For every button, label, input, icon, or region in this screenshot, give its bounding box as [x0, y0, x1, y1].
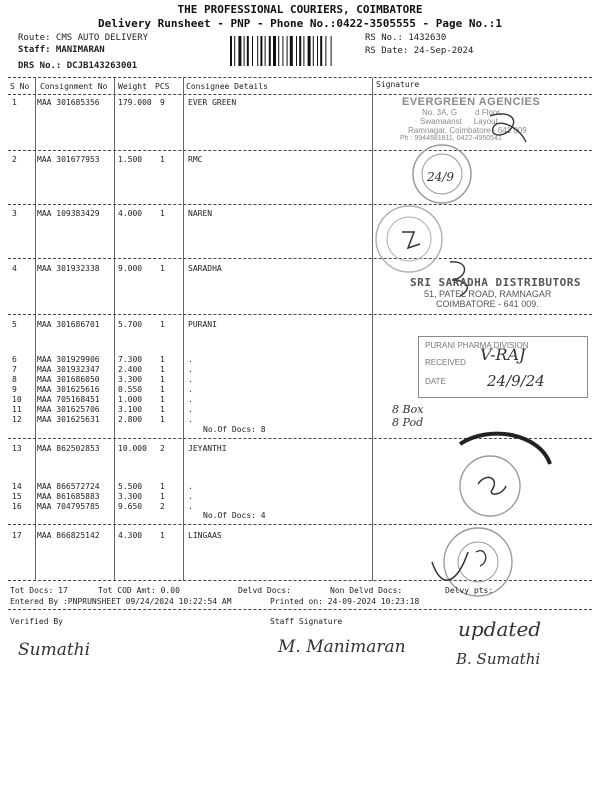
row-weight: 7.300 [118, 355, 143, 364]
row-consignee: . [188, 415, 193, 424]
row-consignment-no: MAA 301685356 [37, 98, 100, 107]
row-consignment-no: MAA 861685883 [37, 492, 100, 501]
row-sno: 6 [12, 355, 17, 364]
row-separator [8, 314, 592, 315]
row-consignee: LINGAAS [188, 531, 222, 540]
row-sno: 13 [12, 444, 22, 453]
barcode [230, 36, 358, 66]
evergreen-line2b: Layout, [473, 117, 501, 126]
row-sno: 11 [12, 405, 22, 414]
rmc-date-handwritten: 24/9 [427, 170, 454, 184]
evergreen-line3b: atore - 641 009 [472, 126, 527, 135]
evergreen-name: EVERGREEN AGENCIES [402, 96, 541, 108]
evergreen-line3: Ramnagar, Coimb [408, 126, 473, 135]
row-sno: 17 [12, 531, 22, 540]
row-sno: 8 [12, 375, 17, 384]
header-bottom-rule [8, 94, 592, 95]
purani-title: PURANI PHARMA DIVISION [425, 341, 529, 350]
col-signature: Signature [376, 80, 420, 89]
row-consignee: EVER GREEN [188, 98, 237, 107]
row-weight: 5.700 [118, 320, 143, 329]
saradha-stamp [410, 276, 581, 309]
row-pcs: 1 [160, 209, 165, 218]
row-weight: 9.650 [118, 502, 143, 511]
row-consignment-no: MAA 301625616 [37, 385, 100, 394]
delivered-docs: Delvd Docs: [238, 586, 291, 595]
row-pcs: 1 [160, 264, 165, 273]
col-weight: Weight [118, 82, 147, 91]
entered-by: Entered By :PNPRUNSHEET 09/24/2024 10:22:54 AM [10, 597, 232, 606]
row-consignment-no: MAA 301625706 [37, 405, 100, 414]
non-delivered-docs: Non Delvd Docs: [330, 586, 403, 595]
row-consignment-no: MAA 704795785 [37, 502, 100, 511]
row-sno: 1 [12, 98, 17, 107]
row-consignment-no: MAA 301625631 [37, 415, 100, 424]
row-pcs: 1 [160, 385, 165, 394]
purani-received-label: RECEIVED [425, 358, 466, 367]
row-separator [8, 150, 592, 151]
row-sno: 12 [12, 415, 22, 424]
saradha-line2: COIMBATORE - 641 009. [436, 299, 539, 309]
rs-date: RS Date: 24-Sep-2024 [365, 46, 474, 56]
row-consignment-no: MAA 862502853 [37, 444, 100, 453]
vline-sno [35, 78, 36, 581]
row-consignee: . [188, 405, 193, 414]
row-sno: 15 [12, 492, 22, 501]
row-consignment-no: MAA 301677953 [37, 155, 100, 164]
jeyanthi-round-stamp [440, 424, 560, 524]
row-weight: 2.800 [118, 415, 143, 424]
row-pcs: 2 [160, 502, 165, 511]
staff-label: Staff: MANIMARAN [18, 45, 105, 55]
docs-count-group2: No.Of Docs: 4 [203, 511, 266, 520]
row-consignee: PURANI [188, 320, 217, 329]
row-pcs: 1 [160, 375, 165, 384]
row-consignee: . [188, 365, 193, 374]
purani-signature: V-RAJ [480, 345, 526, 364]
signature-mark [480, 108, 540, 148]
updated-by-name: B. Sumathi [456, 650, 541, 668]
row-pcs: 1 [160, 320, 165, 329]
row-consignment-no: MAA 705168451 [37, 395, 100, 404]
route-label: Route: CMS AUTO DELIVERY [18, 33, 149, 43]
row-consignee: . [188, 395, 193, 404]
row-consignee: RMC [188, 155, 203, 164]
row-weight: 1.000 [118, 395, 143, 404]
col-sno: S No [10, 82, 30, 91]
row-weight: 9.000 [118, 264, 143, 273]
row-consignment-no: MAA 301932347 [37, 365, 100, 374]
updated-note: updated [458, 617, 542, 641]
row-pcs: 2 [160, 444, 165, 453]
row-consignee: . [188, 482, 193, 491]
row-consignee: JEYANTHI [188, 444, 227, 453]
row-sno: 4 [12, 264, 17, 273]
pod-note: 8 Pod [392, 416, 424, 429]
naren-round-stamp [372, 202, 446, 276]
col-pcs: PCS [155, 82, 170, 91]
row-weight: 3.300 [118, 492, 143, 501]
row-separator [8, 204, 592, 205]
row-consignee: . [188, 375, 193, 384]
vline-pcs [183, 78, 184, 581]
row-consignee: NAREN [188, 209, 213, 218]
row-weight: 3.100 [118, 405, 143, 414]
row-sno: 16 [12, 502, 22, 511]
staff-signature-label: Staff Signature [270, 617, 343, 626]
docs-count-group1: No.Of Docs: 8 [203, 425, 266, 434]
vline-cn [114, 78, 115, 581]
verified-by-label: Verified By [10, 617, 63, 626]
evergreen-line1b: d Floor, [475, 108, 502, 117]
row-pcs: 1 [160, 405, 165, 414]
row-consignment-no: MAA 301932338 [37, 264, 100, 273]
row-sno: 2 [12, 155, 17, 164]
delivery-points: Delvy pts: [445, 586, 494, 595]
row-consignee: . [188, 355, 193, 364]
row-separator [8, 258, 592, 259]
row-consignment-no: MAA 301929906 [37, 355, 100, 364]
staff-handwritten-signature: M. Manimaran [278, 637, 406, 657]
saradha-line1: 51, PATEL ROAD, RAMNAGAR [424, 289, 552, 299]
row-consignee: . [188, 492, 193, 501]
total-docs: Tot Docs: 17 [10, 586, 68, 595]
row-pcs: 1 [160, 492, 165, 501]
row-consignment-no: MAA 866825142 [37, 531, 100, 540]
row-consignee: . [188, 385, 193, 394]
evergreen-line4: Ph : 9944681811, 0422-4950541 [400, 135, 502, 142]
row-weight: 10.000 [118, 444, 147, 453]
col-consignee: Consignee Details [186, 82, 268, 91]
printed-on: Printed on: 24-09-2024 10:23:18 [270, 597, 420, 606]
row-weight: 5.500 [118, 482, 143, 491]
row-pcs: 1 [160, 415, 165, 424]
runsheet-subtitle: Delivery Runsheet - PNP - Phone No.:0422-3505555 - Page No.:1 [98, 17, 502, 30]
evergreen-line1: No. 3A, G [422, 108, 458, 117]
company-title: THE PROFESSIONAL COURIERS, COIMBATORE [177, 3, 423, 16]
row-sno: 14 [12, 482, 22, 491]
row-consignee: . [188, 502, 193, 511]
row-sno: 3 [12, 209, 17, 218]
row-sno: 10 [12, 395, 22, 404]
row-weight: 179.000 [118, 98, 152, 107]
purani-date-label: DATE [425, 377, 446, 386]
total-cod-amount: Tot COD Amt: 0.00 [98, 586, 180, 595]
row-weight: 4.000 [118, 209, 143, 218]
row-weight: 1.500 [118, 155, 143, 164]
row-consignment-no: MAA 109383429 [37, 209, 100, 218]
col-consignment: Consignment No [40, 82, 108, 91]
row-pcs: 1 [160, 531, 165, 540]
row-sno: 7 [12, 365, 17, 374]
row-consignee: SARADHA [188, 264, 222, 273]
row-weight: 2.400 [118, 365, 143, 374]
row-consignment-no: MAA 301686701 [37, 320, 100, 329]
footer-rule [8, 609, 592, 610]
saradha-name: SRI SARADHA DISTRIBUTORS [410, 276, 581, 289]
row-pcs: 1 [160, 482, 165, 491]
row-sno: 9 [12, 385, 17, 394]
row-pcs: 1 [160, 155, 165, 164]
vline-consignee [372, 78, 373, 581]
purani-date-handwritten: 24/9/24 [487, 372, 545, 390]
row-sno: 5 [12, 320, 17, 329]
row-weight: 3.300 [118, 375, 143, 384]
row-pcs: 1 [160, 365, 165, 374]
row-weight: 0.550 [118, 385, 143, 394]
evergreen-line2: Swamaanst [420, 117, 462, 126]
boxes-note: 8 Box [392, 403, 424, 416]
row-pcs: 1 [160, 395, 165, 404]
row-consignment-no: MAA 301686050 [37, 375, 100, 384]
verified-by-signature: Sumathi [18, 640, 91, 660]
rs-number: RS No.: 1432630 [365, 33, 447, 43]
row-consignment-no: MAA 866572724 [37, 482, 100, 491]
row-pcs: 9 [160, 98, 165, 107]
row-pcs: 1 [160, 355, 165, 364]
header-top-rule [8, 77, 592, 78]
drs-number: DRS No.: DCJB143263001 [18, 61, 138, 71]
row-weight: 4.300 [118, 531, 143, 540]
